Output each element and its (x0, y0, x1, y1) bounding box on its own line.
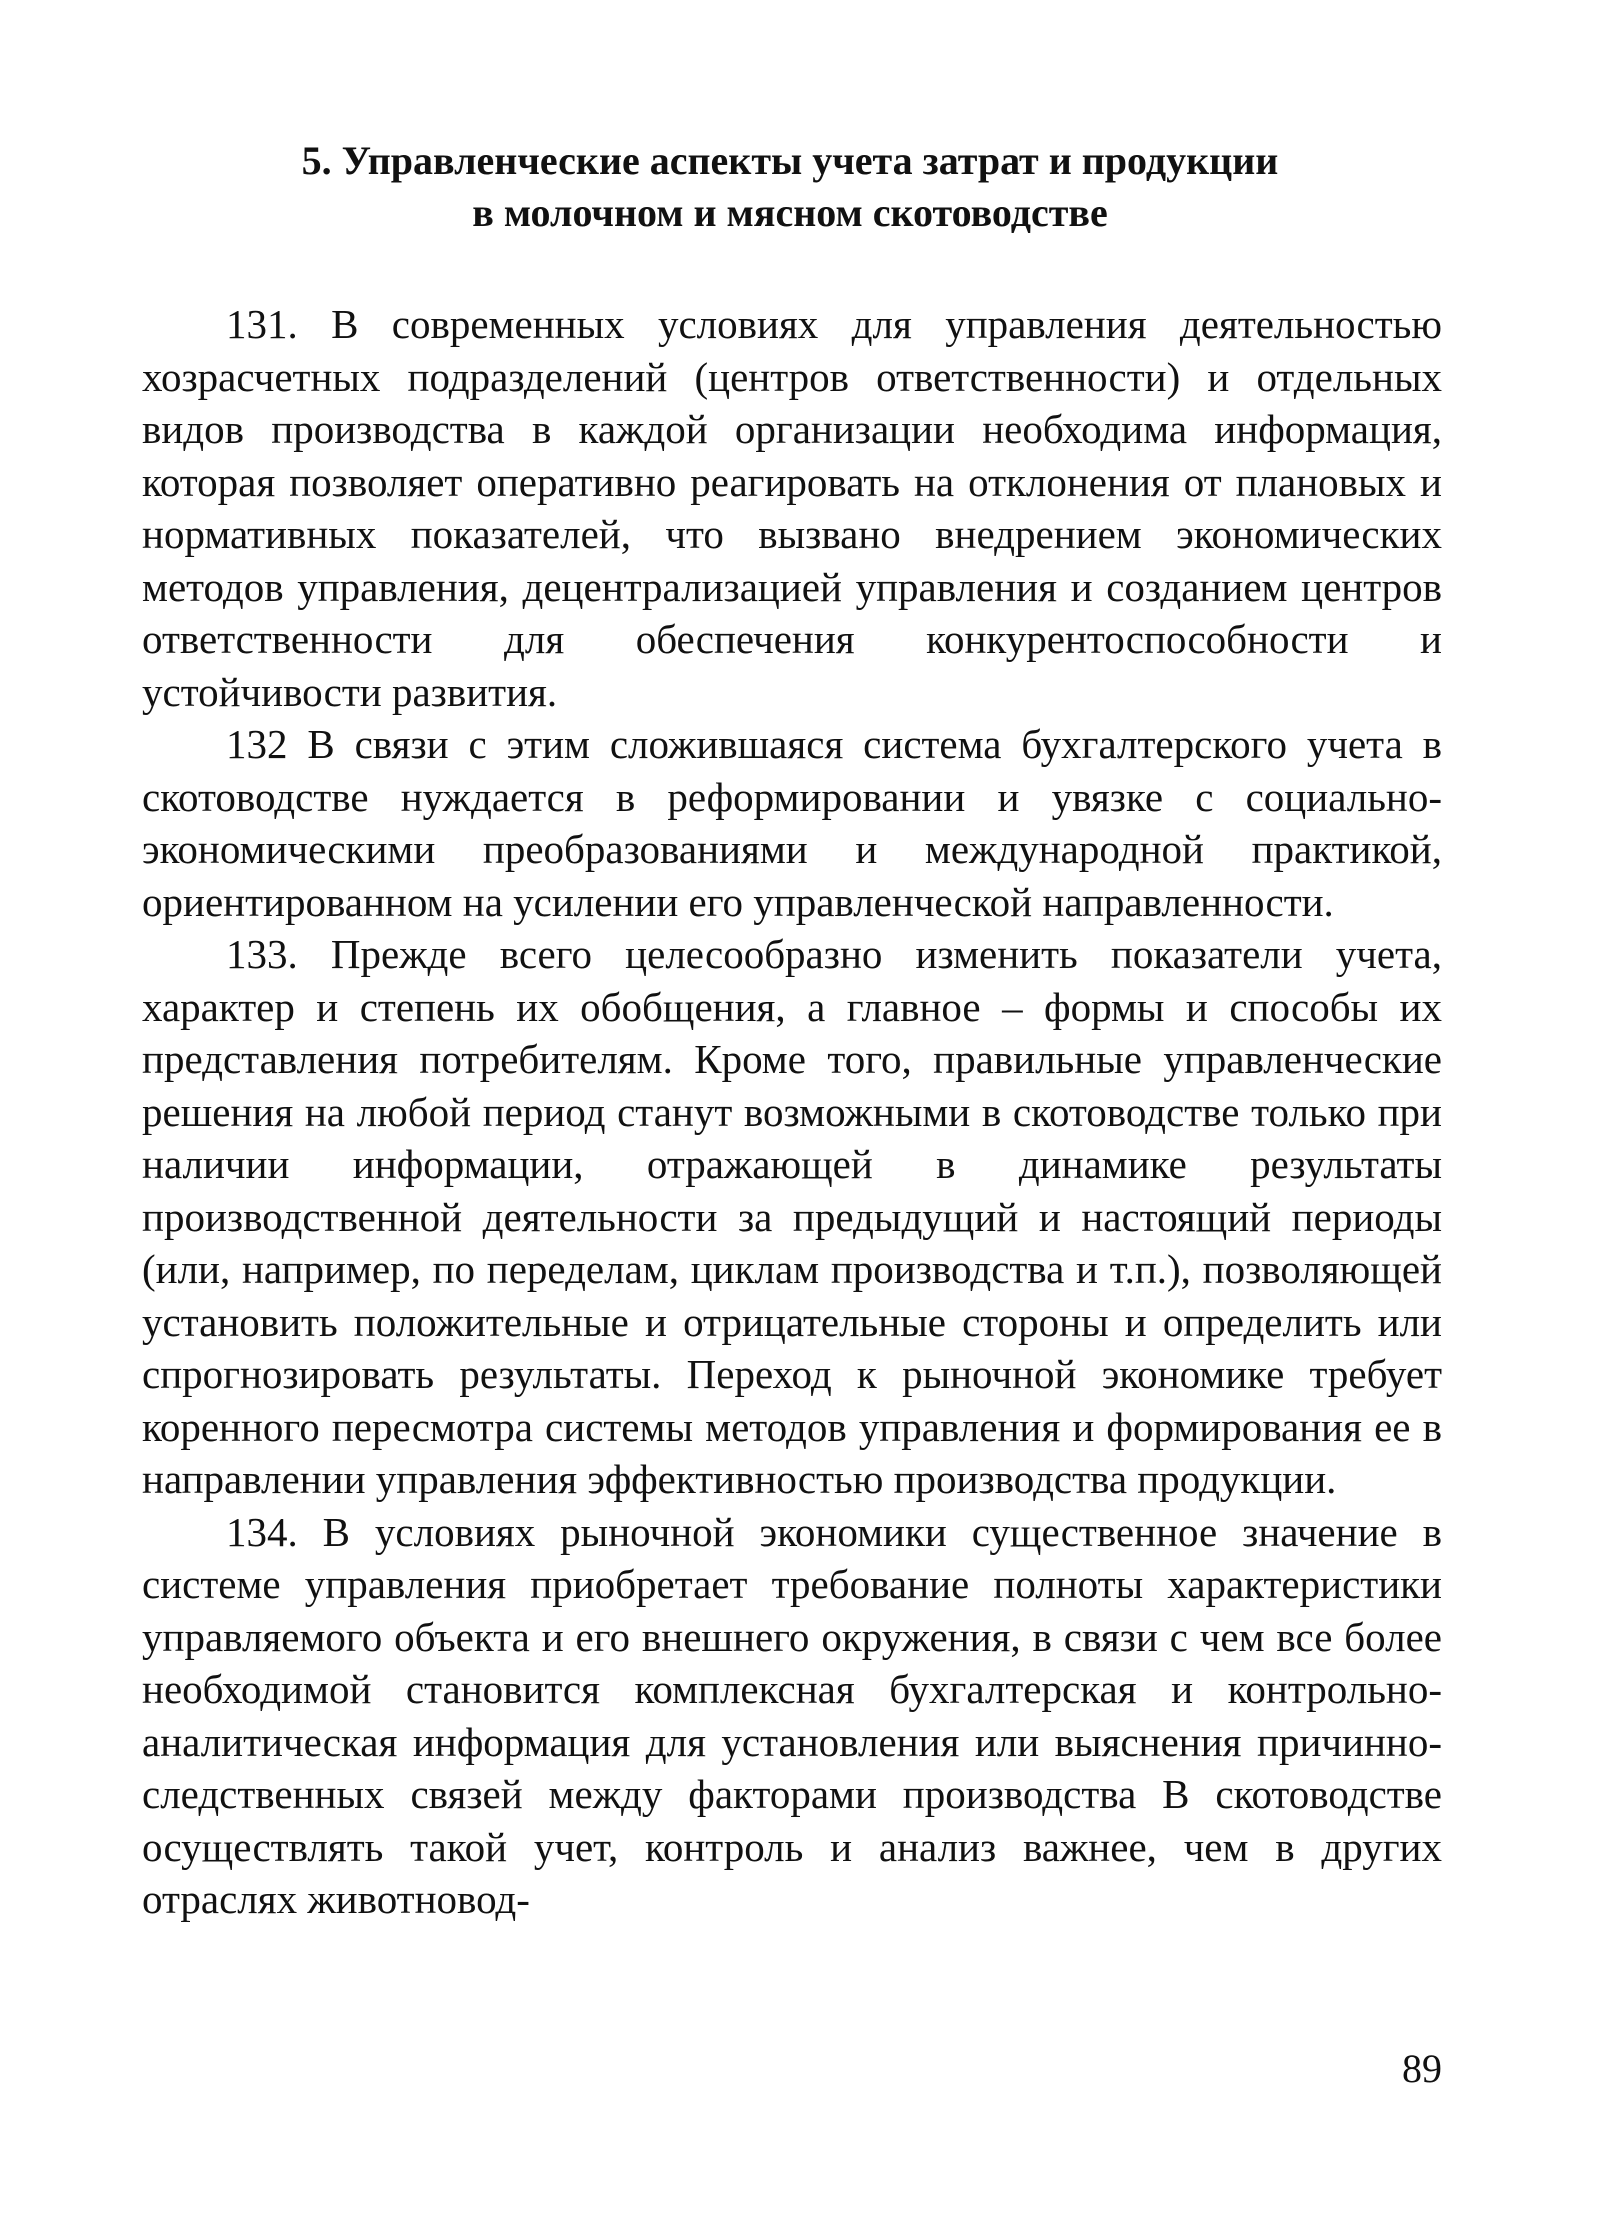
paragraph-133: 133. Прежде всего целесообразно изменить показатели учета, характер и степень их обобщения, а главное – формы и способы их представления потребителям. Кроме того, правильные управленческие решения на любой период станут возможными в скотоводстве только при наличии информации, отражающей в динамике результаты производственной деятельности за предыдущий и настоящий периоды (или, например, по переделам, циклам производства и т.п.), позволяющей установить положительные и отрицательные стороны и определить или спрогнозировать результаты. Переход к рыночной экономике требует коренного пересмотра системы методов управления и формирования ее в направлении управления эффективностью производства продукции. (142, 931, 1442, 1502)
paragraph-131: 131. В современных условиях для управления деятельностью хозрасчетных подразделений (центров ответственности) и отдельных видов производства в каждой организации необходима информация, которая позволяет оперативно реагировать на отклонения от плановых и нормативных показателей, что вызвано внедрением экономических методов управления, децентрализацией управления и созданием центров ответственности для обеспечения конкурентоспособности и устойчивости развития. (142, 301, 1442, 715)
paragraph-132: 132 В связи с этим сложившаяся система бухгалтерского учета в скотоводстве нуждается в реформировании и увязке с социально-экономическими преобразованиями и международной практикой, ориентированном на усилении его управленческой направленности. (142, 721, 1442, 925)
section-heading-line-2: в молочном и мясном скотоводстве (472, 190, 1108, 235)
section-heading-line-1: 5. Управленческие аспекты учета затрат и продукции (301, 138, 1279, 183)
section-heading (140, 135, 1440, 239)
page-number: 89 (1402, 2046, 1442, 2091)
paragraph-134: 134. В условиях рыночной экономики существенное значение в системе управления приобретает требование полноты характеристики управляемого объекта и его внешнего окружения, в связи с чем все более необходимой становится комплексная бухгалтерская и контрольно-аналитическая информация для установления или выяснения причинно-следственных связей между факторами производства В скотоводстве осуществлять такой учет, контроль и анализ важнее, чем в других отраслях животновод- (142, 1508, 1442, 1922)
body-text (142, 298, 1442, 1926)
